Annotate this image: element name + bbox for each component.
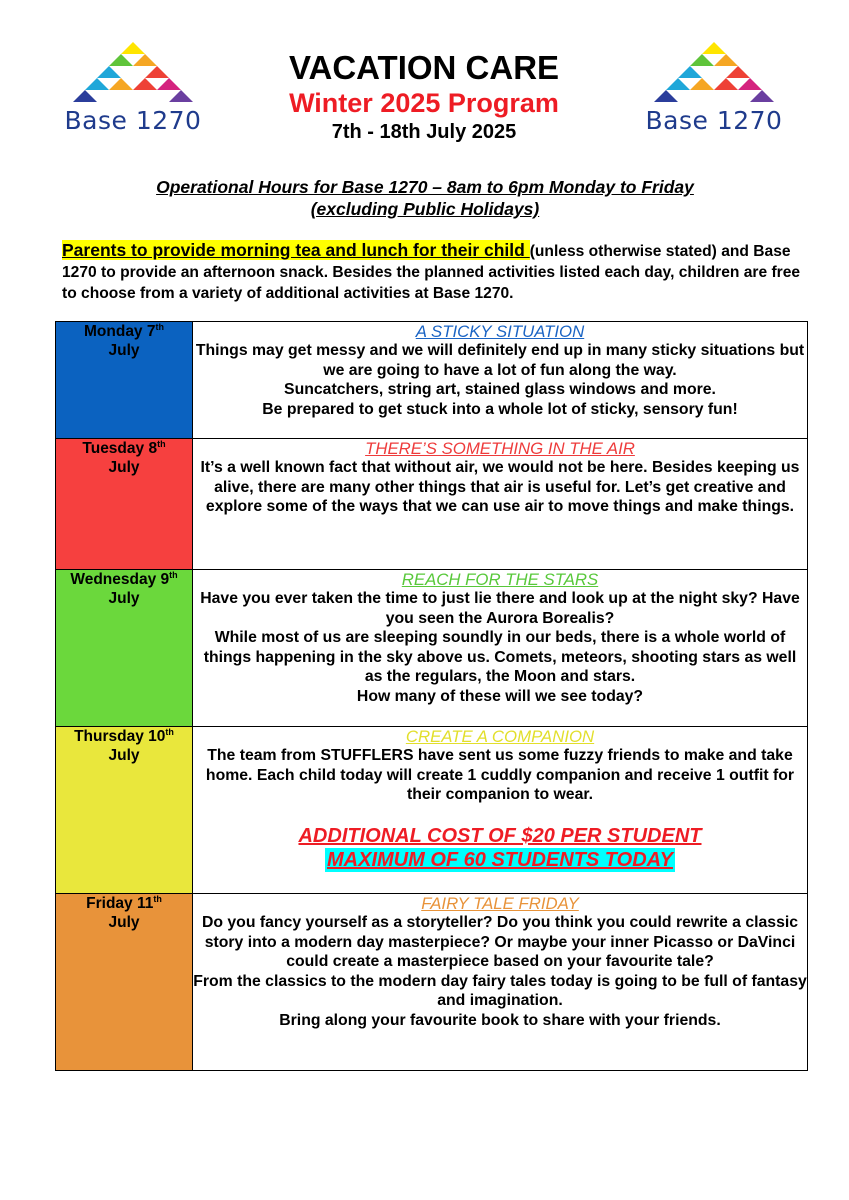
header bbox=[200, 48, 648, 146]
day-month: July bbox=[108, 590, 140, 607]
base-1270-logo-right bbox=[644, 40, 784, 140]
activity-title: CREATE A COMPANION bbox=[405, 727, 595, 746]
activity-title: THERE’S SOMETHING IN THE AIR bbox=[365, 439, 635, 458]
base-1270-logo-left bbox=[63, 40, 203, 140]
rainbow-roof-icon bbox=[644, 40, 784, 110]
day-month: July bbox=[108, 459, 140, 476]
activity-cell bbox=[193, 439, 808, 570]
day-label: Thursday 10 bbox=[74, 728, 166, 745]
day-label: Monday 7 bbox=[84, 323, 156, 340]
activity-cell bbox=[193, 727, 808, 894]
day-ordinal: th bbox=[165, 726, 174, 737]
activity-description: It’s a well known fact that without air, we would not be here. Besides keeping us alive, there are many other things that air is useful for. Let’s get creative and explore some of the ways that we can use air to move things and make things. bbox=[200, 459, 800, 516]
activity-description: Do you fancy yourself as a storyteller? Do you think you could rewrite a classic story into a modern day masterpiece? Or maybe your inner Picasso or DaVinci could create a masterpiece based on your favourite tale? bbox=[201, 914, 799, 971]
hours-line-2: (excluding Public Holidays) bbox=[310, 199, 540, 219]
day-month: July bbox=[108, 342, 140, 359]
activity-description: While most of us are sleeping soundly in our beds, there is a whole world of things happening in the sky above us. Comets, meteors, shooting stars as well as the regulars, the Moon and stars. bbox=[203, 629, 797, 686]
activity-description: Suncatchers, string art, stained glass windows and more. bbox=[284, 381, 716, 399]
program-row bbox=[56, 439, 808, 570]
day-cell bbox=[56, 322, 193, 439]
day-label: Wednesday 9 bbox=[70, 571, 170, 588]
day-month: July bbox=[108, 914, 140, 931]
day-cell bbox=[56, 727, 193, 894]
logo-text: Base 1270 bbox=[645, 106, 783, 135]
activity-description: Be prepared to get stuck into a whole lot of sticky, sensory fun! bbox=[262, 400, 738, 418]
program-row bbox=[56, 727, 808, 894]
activity-description: Have you ever taken the time to just lie there and look up at the night sky? Have you seen the Aurora Borealis? bbox=[200, 590, 800, 627]
program-table bbox=[55, 321, 808, 1071]
program-row bbox=[56, 894, 808, 1071]
intro-paragraph bbox=[62, 240, 812, 304]
activity-title: A STICKY SITUATION bbox=[415, 322, 585, 341]
intro-highlight: Parents to provide morning tea and lunch for their child bbox=[62, 240, 530, 260]
activity-title: FAIRY TALE FRIDAY bbox=[421, 894, 579, 913]
activity-description: How many of these will we see today? bbox=[356, 687, 644, 705]
activity-description: Bring along your favourite book to share with your friends. bbox=[279, 1011, 721, 1029]
day-ordinal: th bbox=[169, 569, 178, 580]
day-label: Friday 11 bbox=[86, 895, 154, 912]
additional-cost-notice: ADDITIONAL COST OF $20 PER STUDENT bbox=[298, 824, 702, 847]
operational-hours bbox=[60, 176, 790, 220]
activity-cell bbox=[193, 570, 808, 727]
program-subtitle: Winter 2025 Program bbox=[289, 88, 559, 118]
day-month: July bbox=[108, 747, 140, 764]
day-cell bbox=[56, 570, 193, 727]
logo-text: Base 1270 bbox=[64, 106, 202, 135]
program-row bbox=[56, 570, 808, 727]
hours-line-1: Operational Hours for Base 1270 – 8am to 6pm Monday to Friday bbox=[156, 177, 694, 197]
activity-description: Things may get messy and we will definitely end up in many sticky situations but we are going to have a lot of fun along the way. bbox=[195, 342, 805, 379]
activity-cell bbox=[193, 322, 808, 439]
day-ordinal: th bbox=[155, 321, 164, 332]
activity-title: REACH FOR THE STARS bbox=[401, 570, 599, 589]
intro-text: (unless otherwise stated) and Base 1270 to provide an afternoon snack. Besides the planned activities listed each day, children are free to choose from a variety of additional activities at Base 1270. bbox=[62, 243, 801, 302]
day-cell bbox=[56, 439, 193, 570]
page-title: VACATION CARE bbox=[288, 49, 560, 86]
day-cell bbox=[56, 894, 193, 1071]
maximum-students-notice: MAXIMUM OF 60 STUDENTS TODAY bbox=[327, 848, 673, 871]
rainbow-roof-icon bbox=[63, 40, 203, 110]
activity-description: The team from STUFFLERS have sent us some fuzzy friends to make and take home. Each child today will create 1 cuddly companion and receive 1 outfit for their companion to wear. bbox=[205, 747, 795, 804]
activity-description: From the classics to the modern day fairy tales today is going to be full of fantasy and imagination. bbox=[193, 972, 807, 1010]
day-label: Tuesday 8 bbox=[82, 440, 158, 457]
program-dates: 7th - 18th July 2025 bbox=[331, 121, 517, 143]
activity-cell bbox=[193, 894, 808, 1071]
program-row bbox=[56, 322, 808, 439]
day-ordinal: th bbox=[153, 893, 162, 904]
day-ordinal: th bbox=[157, 438, 166, 449]
